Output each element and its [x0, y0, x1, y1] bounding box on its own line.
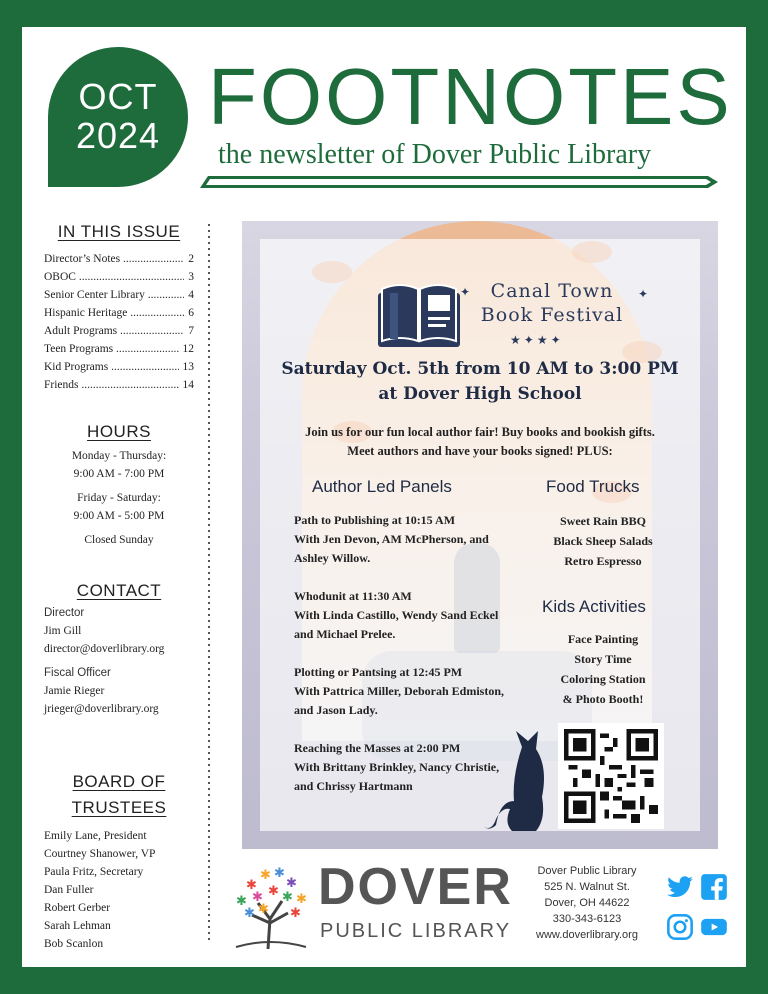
youtube-icon[interactable] — [700, 913, 728, 941]
toc-item-page: 6 — [188, 307, 194, 319]
toc-item[interactable] — [44, 376, 194, 394]
toc-heading: IN THIS ISSUE — [57, 222, 181, 241]
fiscal-role: Fiscal Officer — [44, 667, 111, 679]
svg-text:✱: ✱ — [244, 906, 255, 921]
svg-text:✱: ✱ — [286, 876, 297, 891]
toc-item-name: OBOC ..... — [44, 268, 184, 286]
svg-text:✱: ✱ — [290, 906, 301, 921]
svg-text:✱: ✱ — [268, 884, 279, 899]
newsletter-subtitle: the newsletter of Dover Public Library — [218, 139, 652, 170]
library-address — [522, 863, 652, 943]
festival-when — [260, 357, 700, 407]
board-heading-line2: TRUSTEES — [71, 798, 167, 817]
panel-authors: With Linda Castillo, Wendy Sand Eckel and Michael Prelee. — [294, 608, 499, 641]
panel-title: Plotting or Pantsing at 12:45 PM — [294, 665, 463, 679]
address-line: Dover, OH 44622 — [544, 897, 630, 909]
toc-item[interactable] — [44, 286, 194, 304]
star-icon: ✦ — [460, 285, 471, 299]
svg-text:✱: ✱ — [260, 868, 271, 883]
issue-month: OCT — [78, 76, 158, 117]
board-member: Sarah Lehman — [44, 920, 111, 932]
logo-dover-word: DOVER — [318, 858, 513, 916]
food-heading: Food Trucks — [546, 477, 640, 496]
panel-title: Path to Publishing at 10:15 AM — [294, 513, 456, 527]
svg-text:✱: ✱ — [282, 890, 293, 905]
kids-activity-item: Story Time — [574, 652, 632, 666]
hours-closed: Closed Sunday — [84, 534, 154, 546]
panel-title: Whodunit at 11:30 AM — [294, 589, 412, 603]
board-member: Dan Fuller — [44, 884, 94, 896]
logo-public-library: PUBLIC LIBRARY — [320, 920, 512, 942]
toc-item-name: Adult Programs ..... — [44, 322, 184, 340]
panels-heading: Author Led Panels — [312, 477, 452, 496]
newsletter-title: FOOTNOTES — [208, 52, 733, 141]
toc-item-page: 14 — [182, 379, 194, 391]
festival-title-line1: Canal Town — [490, 280, 614, 302]
festival-date-time: Saturday Oct. 5th from 10 AM to 3:00 PM — [281, 359, 679, 379]
toc-item[interactable] — [44, 322, 194, 340]
hours-weekend-time: 9:00 AM - 5:00 PM — [73, 510, 165, 522]
kids-activity-item: Face Painting — [567, 632, 639, 646]
contact-section — [44, 582, 194, 718]
toc-item-name: Director’s Notes ..... — [44, 250, 184, 268]
toc-item-page: 7 — [188, 325, 194, 337]
panel-item — [294, 663, 514, 720]
festival-title — [472, 279, 632, 327]
book-icon — [374, 279, 464, 351]
fiscal-email[interactable]: jrieger@doverlibrary.org — [44, 703, 159, 715]
director-name: Jim Gill — [44, 625, 82, 637]
library-website-link[interactable]: www.doverlibrary.org — [536, 929, 638, 941]
toc-item[interactable] — [44, 304, 194, 322]
toc-item[interactable] — [44, 358, 194, 376]
book-festival-poster — [242, 221, 718, 849]
svg-text:✱: ✱ — [252, 890, 263, 905]
subtitle-rule — [200, 175, 718, 189]
board-section — [44, 769, 194, 953]
address-line: 330-343-6123 — [552, 913, 622, 925]
toc-item-name: Senior Center Library ..... — [44, 286, 184, 304]
panel-item — [294, 739, 514, 796]
address-line: 525 N. Walnut St. — [544, 881, 630, 893]
board-member: Bob Scanlon — [44, 938, 104, 950]
festival-intro-line1: Join us for our fun local author fair! Buy books and bookish gifts. — [305, 425, 655, 439]
panel-authors: With Jen Devon, AM McPherson, and Ashley Willow. — [294, 532, 489, 565]
star-icon: ★ ✦ ★ ✦ — [510, 333, 561, 347]
svg-text:✱: ✱ — [274, 866, 285, 881]
hours-weekday-label: Monday - Thursday: — [71, 450, 167, 462]
festival-intro-line2: Meet authors and have your books signed! PLUS: — [347, 444, 613, 458]
svg-text:✱: ✱ — [246, 878, 257, 893]
food-truck-item: Retro Espresso — [564, 554, 642, 568]
toc-item-page: 2 — [188, 253, 194, 265]
address-line: Dover Public Library — [537, 865, 637, 877]
festival-location: at Dover High School — [378, 384, 582, 404]
toc-item-name: Teen Programs ..... — [44, 340, 179, 358]
svg-text:✱: ✱ — [296, 892, 307, 907]
panel-title: Reaching the Masses at 2:00 PM — [294, 741, 461, 755]
hours-section — [44, 423, 194, 549]
toc-item-name: Friends ..... — [44, 376, 179, 394]
table-of-contents — [44, 222, 194, 394]
facebook-icon[interactable] — [700, 873, 728, 901]
director-email[interactable]: director@doverlibrary.org — [44, 643, 165, 655]
issue-year: 2024 — [75, 115, 161, 156]
hours-heading: HOURS — [87, 422, 151, 441]
toc-item-page: 4 — [188, 289, 194, 301]
library-tree-logo — [228, 863, 314, 949]
board-member: Robert Gerber — [44, 902, 111, 914]
toc-item[interactable] — [44, 340, 194, 358]
toc-list — [44, 250, 194, 394]
kids-list — [528, 629, 678, 709]
festival-intro — [290, 423, 670, 461]
director-role: Director — [44, 607, 85, 619]
hours-weekday-time: 9:00 AM - 7:00 PM — [73, 468, 165, 480]
board-member: Courtney Shanower, VP — [44, 848, 156, 860]
contact-heading: CONTACT — [76, 581, 162, 600]
toc-item-page: 12 — [182, 343, 194, 355]
panel-authors: With Brittany Brinkley, Nancy Christie, and Chrissy Hartmann — [294, 760, 500, 793]
poster-card — [260, 239, 700, 831]
panels-list — [294, 511, 514, 815]
food-truck-item: Black Sheep Salads — [553, 534, 653, 548]
kids-activity-item: Coloring Station — [560, 672, 646, 686]
panel-item — [294, 511, 514, 568]
food-list — [528, 511, 678, 571]
twitter-icon[interactable] — [666, 873, 694, 901]
panel-item — [294, 587, 514, 644]
board-member-list — [44, 827, 194, 953]
board-member: Paula Fritz, Secretary — [44, 866, 144, 878]
qr-code[interactable] — [558, 723, 664, 829]
fiscal-name: Jamie Rieger — [44, 685, 105, 697]
board-heading-line1: BOARD OF — [72, 772, 166, 791]
toc-item-page: 3 — [188, 271, 194, 283]
svg-text:✱: ✱ — [258, 902, 269, 917]
issue-date-badge — [48, 47, 188, 187]
toc-item-name: Kid Programs ..... — [44, 358, 179, 376]
toc-item-page: 13 — [182, 361, 194, 373]
food-truck-item: Sweet Rain BBQ — [559, 514, 646, 528]
panel-authors: With Pattrica Miller, Deborah Edmiston, and Jason Lady. — [294, 684, 504, 717]
hours-weekend-label: Friday - Saturday: — [77, 492, 161, 504]
kids-heading: Kids Activities — [542, 597, 646, 616]
toc-item[interactable] — [44, 268, 194, 286]
board-member: Emily Lane, President — [44, 830, 147, 842]
sidebar-divider — [208, 224, 210, 944]
toc-item-name: Hispanic Heritage ..... — [44, 304, 184, 322]
star-icon: ✦ — [638, 287, 649, 301]
kids-activity-item: & Photo Booth! — [562, 692, 644, 706]
cat-illustration — [482, 727, 562, 837]
newsletter-page — [22, 27, 746, 967]
festival-title-line2: Book Festival — [480, 304, 624, 326]
svg-text:✱: ✱ — [236, 894, 247, 909]
instagram-icon[interactable] — [666, 913, 694, 941]
toc-item[interactable] — [44, 250, 194, 268]
